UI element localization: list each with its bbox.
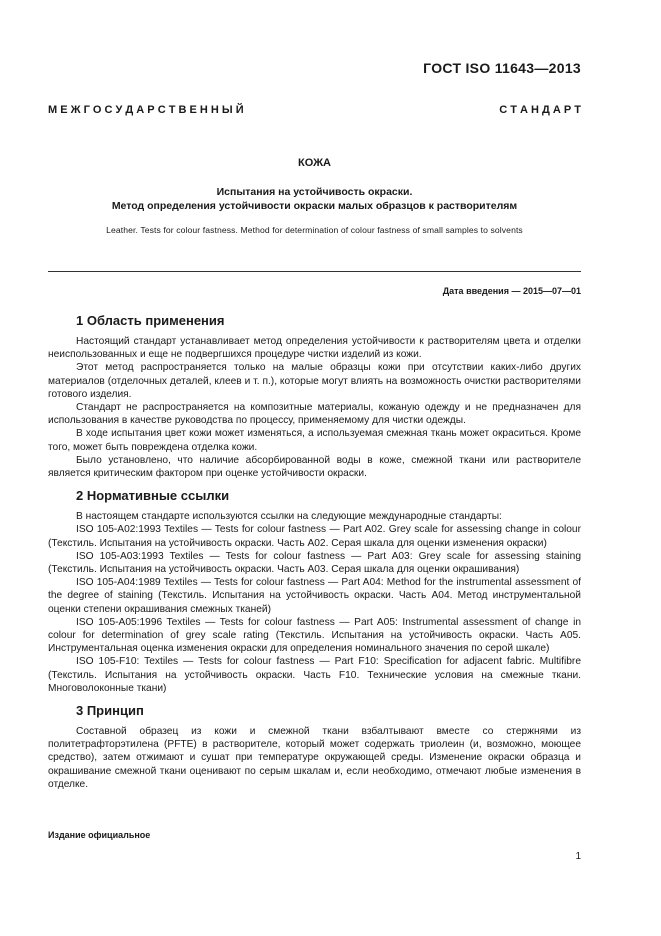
banner-word-standard: С Т А Н Д А Р Т [499, 104, 581, 116]
paragraph: В настоящем стандарте используются ссылки на следующие международные стандарты: [76, 511, 502, 523]
banner-word-interstate: М Е Ж Г О С У Д А Р С Т В Е Н Н Ы Й [48, 104, 244, 116]
section-scope [48, 313, 581, 480]
reference-item: ISO 105-F10: Textiles — Tests for colour fastness — Part F10: Specification for adjacent fabric. Multifibre (Текстиль. Испытания на устойчивость окраски. Часть F10. Технические условия на смежные ткани. Многоволоконные ткани) [48, 656, 581, 694]
subtitle-line-1: Испытания на устойчивость окраски. [216, 186, 413, 198]
document-subtitle [48, 185, 581, 213]
title-divider [48, 271, 581, 272]
page-number: 1 [575, 851, 581, 862]
paragraph: Составной образец из кожи и смежной ткани взбалтывают вместе со стержнями из политетрафторэтилена (PFTE) в растворителе, который может содержать триолеин (и, возможно, моющее средство), затем отжимают и сушат при температуре окружающей среды. Изменение окраски образца и окрашивание смежной ткани оценивают по серым шкалам и, если необходимо, отмечают любые изменения в отделке. [48, 726, 581, 790]
interstate-standard-banner [48, 104, 581, 116]
introduction-date: Дата введения — 2015—07—01 [442, 286, 581, 296]
paragraph: Было установлено, что наличие абсорбированной воды в коже, смежной ткани или растворителе является критическим фактором при оценке устойчивости окраски. [48, 454, 581, 480]
paragraph: Стандарт не распространяется на композитные материалы, кожаную одежду и не предназначен для использования в качестве руководства по процессу, применяемому для чистки одежды. [48, 402, 581, 427]
paragraph: Настоящий стандарт устанавливает метод определения устойчивости к растворителям цвета и отделки неиспользованных и еще не подвергшихся процедуре чистки изделий из кожи. [48, 336, 581, 361]
section-heading: 3 Принцип [76, 703, 144, 719]
reference-item: ISO 105-A03:1993 Textiles — Tests for colour fastness — Part A03: Grey scale for assessing staining (Текстиль. Испытания на устойчивость окраски. Часть A03. Серая шкала для оценки окрашивания) [48, 550, 581, 576]
paragraph: Этот метод распространяется только на малые образцы кожи при отсутствии каких-либо других материалов (отделочных деталей, клеев и т. п.), которые могут влиять на возможность очистки растворителями готового изделия. [48, 362, 581, 400]
reference-item: ISO 105-A05:1996 Textiles — Tests for colour fastness — Part A05: Instrumental assessment of change in colour for determination of grey scale rating (Текстиль. Испытания на устойчивость окраски. Часть A05. Инструментальная оценка изменения окраски для определения номинального значения по серой шкале) [48, 616, 581, 655]
subtitle-line-2: Метод определения устойчивости окраски малых образцов к растворителям [111, 200, 518, 212]
gost-code: ГОСТ ISO 11643—2013 [423, 60, 581, 76]
english-title: Leather. Tests for colour fastness. Method for determination of colour fastness of small samples to solvents [106, 225, 523, 235]
section-normative-references [48, 488, 581, 695]
official-edition-label: Издание официальное [48, 830, 151, 840]
document-title: КОЖА [297, 157, 331, 169]
reference-item: ISO 105-A02:1993 Textiles — Tests for colour fastness — Part A02. Grey scale for assessing change in colour (Текстиль. Испытания на устойчивость окраски. Часть A02. Серая шкала для оценки изменения окраски) [48, 524, 581, 549]
section-principle [48, 703, 581, 791]
section-heading: 2 Нормативные ссылки [76, 488, 230, 504]
paragraph: В ходе испытания цвет кожи может изменяться, а используемая смежная ткань может окраситься. Кроме того, может быть повреждена отделка кожи. [48, 428, 581, 453]
reference-item: ISO 105-A04:1989 Textiles — Tests for colour fastness — Part A04: Method for the instrumental assessment of the degree of staining (Текстиль. Испытания на устойчивость окраски. Часть A04. Метод инструментальной оценки степени окрашивания смежных тканей) [48, 577, 581, 615]
section-heading: 1 Область применения [76, 313, 225, 328]
document-body [48, 313, 581, 799]
